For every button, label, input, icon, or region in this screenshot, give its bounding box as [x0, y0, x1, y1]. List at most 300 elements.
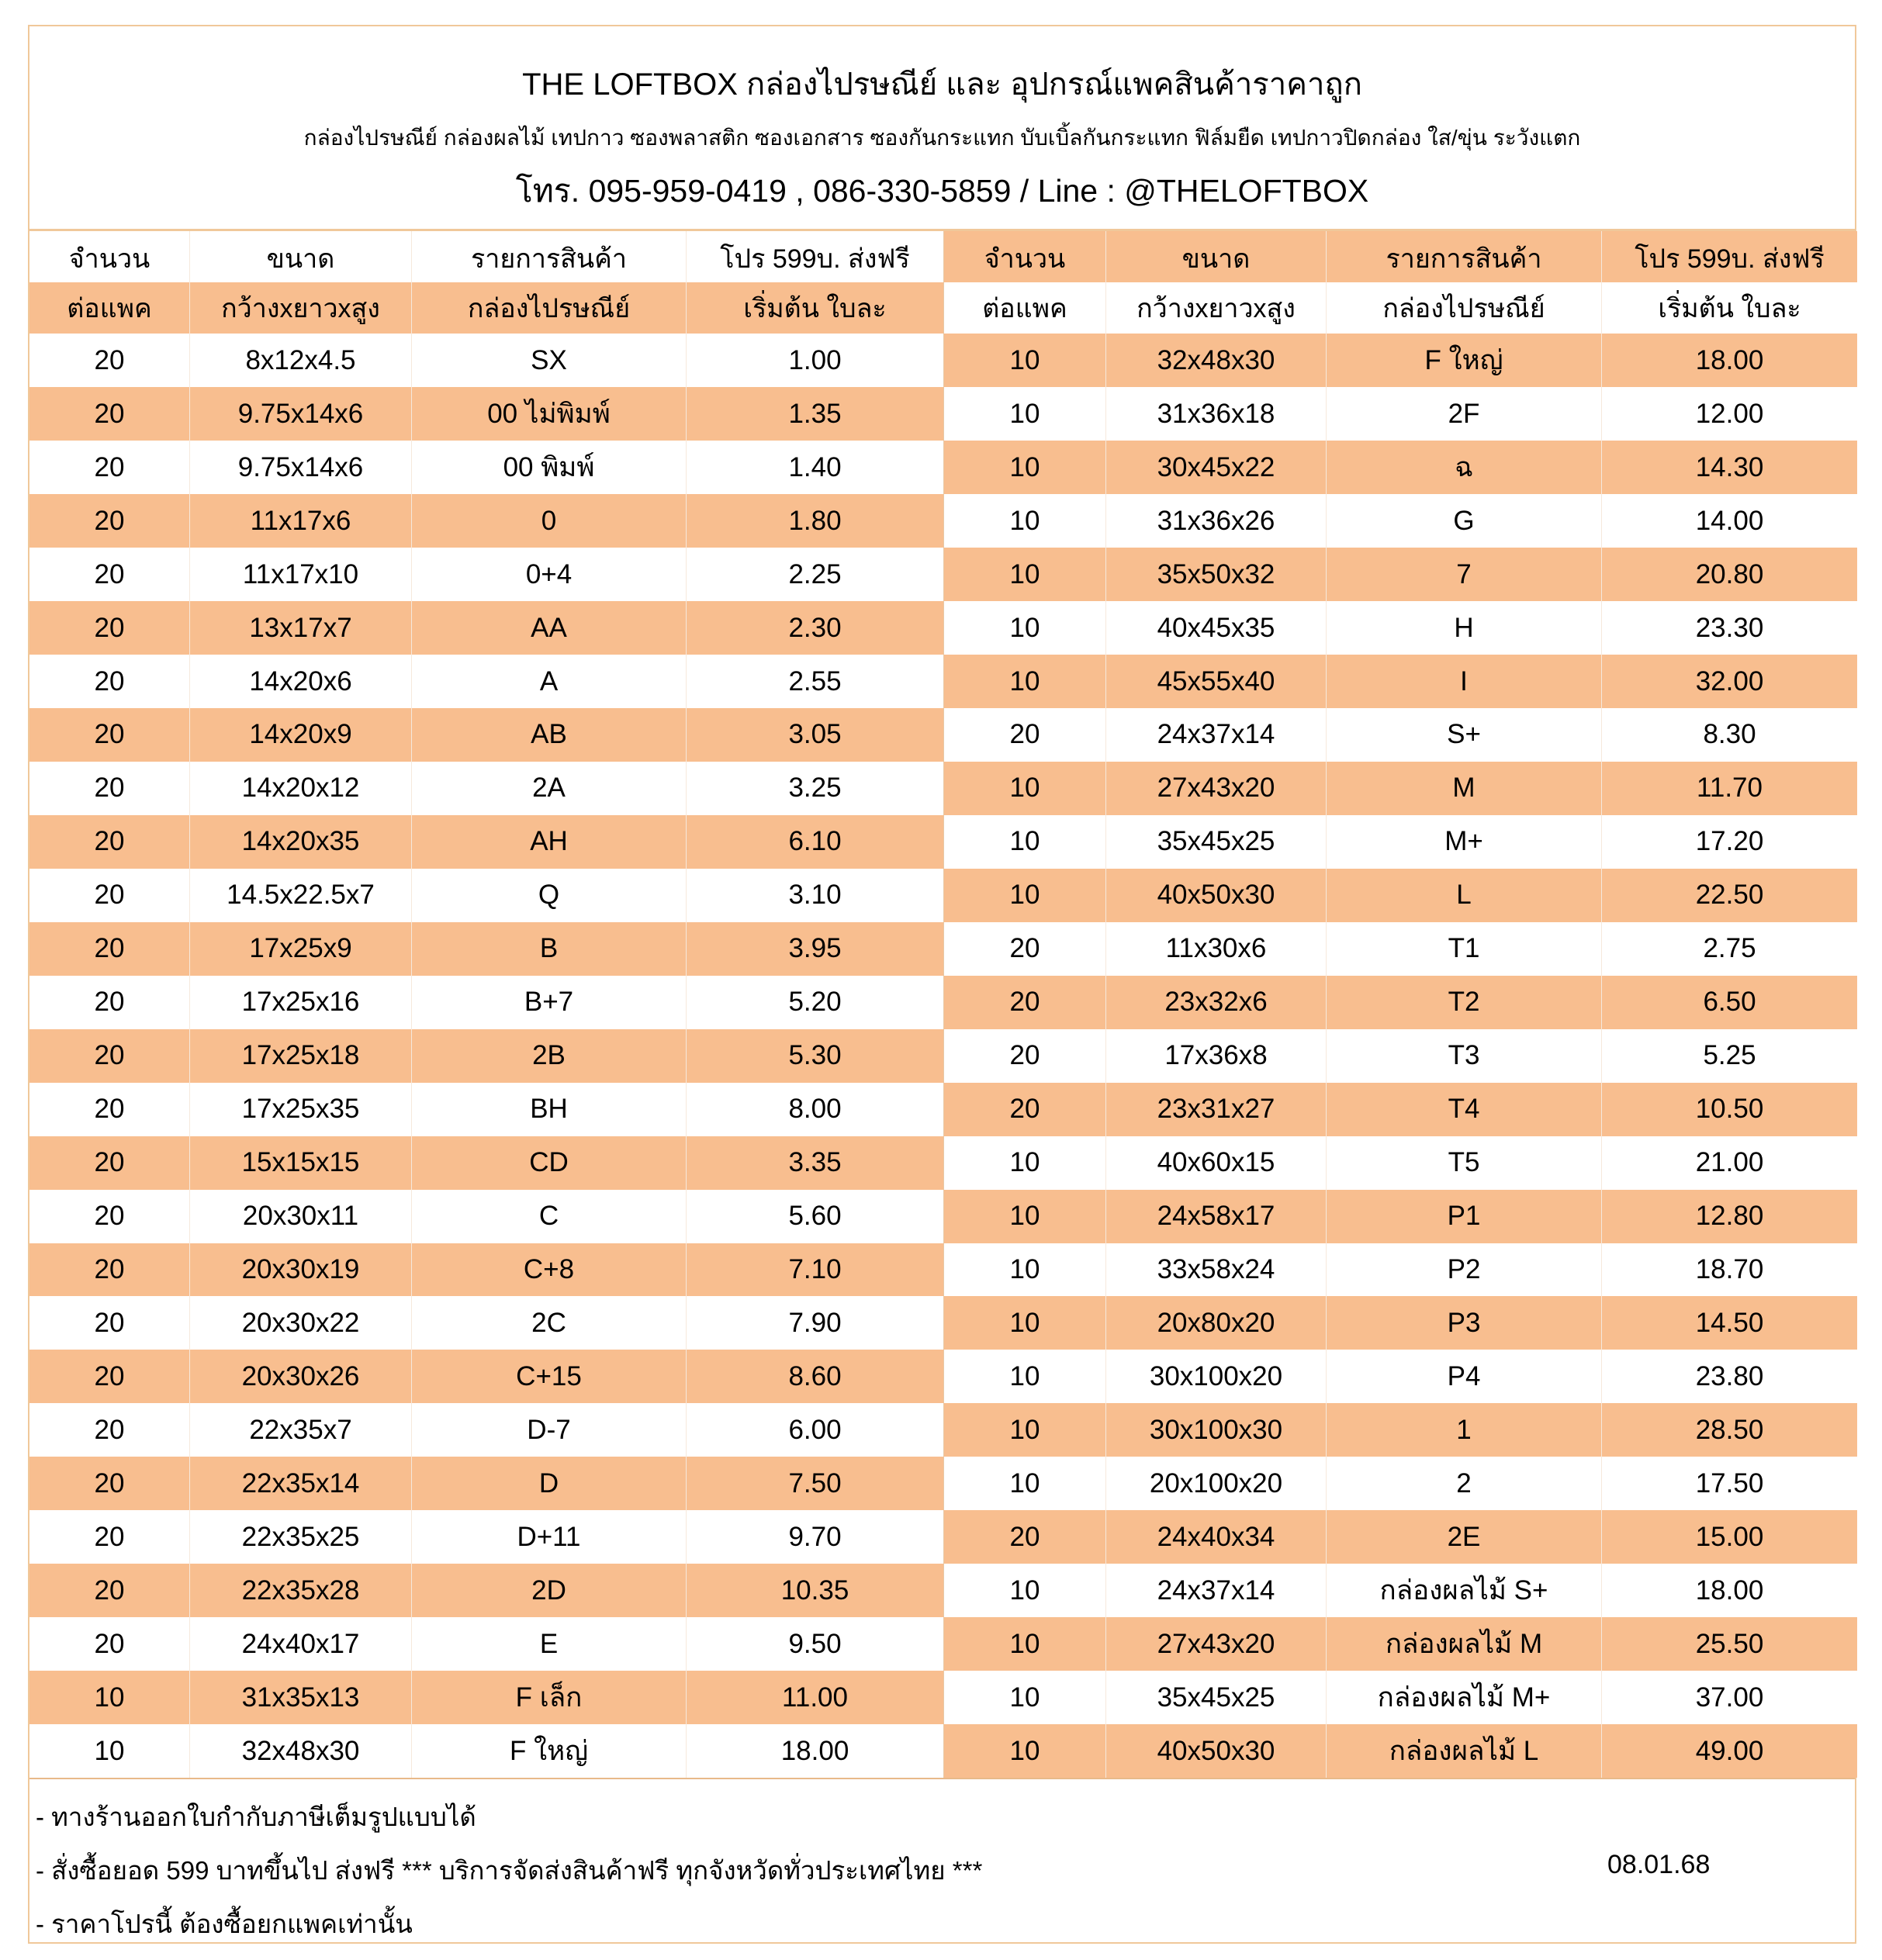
box-code: AH	[412, 815, 687, 869]
pack-qty: 10	[944, 1617, 1106, 1671]
unit-price: 25.50	[1695, 1628, 1764, 1659]
box-code: T3	[1327, 1029, 1602, 1083]
box-code: G	[1327, 494, 1602, 548]
unit-price: 3.05	[788, 719, 842, 750]
pack-qty: 20	[29, 441, 190, 494]
table-row	[944, 387, 1857, 441]
box-size: 23x32x6	[1106, 976, 1327, 1029]
box-code: กล่องผลไม้ M	[1327, 1617, 1602, 1671]
unit-price: 8.60	[788, 1360, 842, 1391]
unit-price: 6.00	[788, 1414, 842, 1445]
box-size: 35x45x25	[1106, 1671, 1327, 1724]
box-code: M	[1327, 762, 1602, 815]
unit-price: 37.00	[1695, 1682, 1764, 1713]
table-row	[29, 1564, 943, 1617]
box-size: 24x37x14	[1106, 708, 1327, 762]
box-size: 24x58x17	[1106, 1190, 1327, 1243]
box-size: 17x25x35	[190, 1083, 412, 1136]
table-row	[944, 1190, 1857, 1243]
unit-price: 9.70	[788, 1521, 842, 1552]
table-row	[944, 1671, 1857, 1724]
table-row	[29, 548, 943, 601]
box-size: 24x40x17	[190, 1617, 412, 1671]
pack-qty: 20	[29, 1136, 190, 1190]
box-size: 27x43x20	[1106, 762, 1327, 815]
pack-qty: 20	[29, 1403, 190, 1457]
pack-qty: 20	[29, 601, 190, 655]
box-code: T1	[1327, 922, 1602, 976]
unit-price: 5.30	[788, 1040, 842, 1071]
pack-qty: 20	[29, 1083, 190, 1136]
unit-price: 23.30	[1695, 612, 1764, 643]
box-size: 9.75x14x6	[190, 441, 412, 494]
unit-price: 11.00	[782, 1682, 848, 1713]
table-row	[29, 1029, 943, 1083]
table-row	[29, 1083, 943, 1136]
table-row	[29, 1243, 943, 1297]
column-subheader-qty: ต่อแพค	[944, 282, 1106, 334]
pack-qty: 20	[29, 815, 190, 869]
box-size: 11x17x6	[190, 494, 412, 548]
table-header-row-2	[29, 282, 943, 334]
pack-qty: 10	[944, 815, 1106, 869]
box-size: 20x30x22	[190, 1296, 412, 1350]
unit-price: 32.00	[1695, 665, 1764, 697]
column-header-item: รายการสินค้า	[412, 231, 687, 282]
column-subheader-price: เริ่มต้น ใบละ	[1658, 294, 1801, 324]
table-row	[29, 922, 943, 976]
unit-price: 22.50	[1695, 880, 1764, 911]
box-size: 14x20x6	[190, 655, 412, 708]
box-code: D-7	[412, 1403, 687, 1457]
pack-qty: 20	[29, 976, 190, 1029]
box-code: T4	[1327, 1083, 1602, 1136]
box-size: 11x17x10	[190, 548, 412, 601]
box-size: 17x25x16	[190, 976, 412, 1029]
box-size: 33x58x24	[1106, 1243, 1327, 1297]
table-row	[29, 1403, 943, 1457]
box-code: P4	[1327, 1350, 1602, 1403]
unit-price: 21.00	[1695, 1147, 1764, 1178]
table-row	[944, 762, 1857, 815]
price-list-date: 08.01.68	[1607, 1850, 1711, 1879]
column-header-qty: จำนวน	[29, 231, 190, 282]
box-code: 2A	[412, 762, 687, 815]
box-code: AA	[412, 601, 687, 655]
pack-qty: 20	[29, 708, 190, 762]
pack-qty: 20	[29, 1190, 190, 1243]
table-row	[944, 1083, 1857, 1136]
box-code: B	[412, 922, 687, 976]
box-code: 2E	[1327, 1510, 1602, 1564]
column-header-qty: จำนวน	[944, 231, 1106, 282]
unit-price: 14.00	[1695, 505, 1764, 536]
pack-qty: 10	[944, 1243, 1106, 1297]
unit-price: 2.75	[1703, 933, 1756, 964]
pack-qty: 10	[944, 1724, 1106, 1778]
table-row	[29, 1617, 943, 1671]
table-header-row-1	[29, 231, 943, 282]
table-row	[944, 441, 1857, 494]
box-size: 15x15x15	[190, 1136, 412, 1190]
unit-price: 5.25	[1703, 1040, 1756, 1071]
box-code: AB	[412, 708, 687, 762]
unit-price: 3.10	[788, 880, 842, 911]
column-subheader-size: กว้างxยาวxสูง	[1106, 282, 1327, 334]
table-row	[29, 334, 943, 387]
price-sheet	[28, 25, 1856, 1944]
box-code: กล่องผลไม้ S+	[1327, 1564, 1602, 1617]
table-row	[944, 1403, 1857, 1457]
box-size: 27x43x20	[1106, 1617, 1327, 1671]
box-code: P2	[1327, 1243, 1602, 1297]
unit-price: 8.00	[788, 1094, 842, 1125]
unit-price: 11.70	[1697, 773, 1763, 804]
table-row	[29, 387, 943, 441]
box-code: 0	[412, 494, 687, 548]
box-size: 32x48x30	[1106, 334, 1327, 387]
box-code: P1	[1327, 1190, 1602, 1243]
pack-qty: 10	[944, 869, 1106, 922]
table-row	[944, 1350, 1857, 1403]
unit-price: 7.10	[788, 1253, 842, 1284]
box-size: 20x30x19	[190, 1243, 412, 1297]
unit-price: 7.90	[788, 1307, 842, 1338]
unit-price: 7.50	[788, 1467, 842, 1499]
box-size: 24x40x34	[1106, 1510, 1327, 1564]
box-code: ฉ	[1327, 441, 1602, 494]
pack-qty: 20	[29, 1564, 190, 1617]
unit-price: 17.20	[1695, 826, 1764, 857]
unit-price: 15.00	[1695, 1521, 1764, 1552]
footer-note-free-shipping: - สั่งซื้อยอด 599 บาทขึ้นไป ส่งฟรี *** บริการจัดส่งสินค้าฟรี ทุกจังหวัดทั่วประเทศไทย ***	[36, 1856, 983, 1885]
box-size: 35x45x25	[1106, 815, 1327, 869]
box-size: 20x30x26	[190, 1350, 412, 1403]
box-code: กล่องผลไม้ L	[1327, 1724, 1602, 1778]
box-code: 2	[1327, 1457, 1602, 1510]
pack-qty: 10	[944, 441, 1106, 494]
unit-price: 9.50	[788, 1628, 842, 1659]
box-code: C+15	[412, 1350, 687, 1403]
box-size: 32x48x30	[190, 1724, 412, 1778]
pack-qty: 10	[944, 1564, 1106, 1617]
box-code: 7	[1327, 548, 1602, 601]
pack-qty: 20	[944, 1083, 1106, 1136]
unit-price: 18.00	[780, 1735, 849, 1766]
table-row	[944, 655, 1857, 708]
box-code: S+	[1327, 708, 1602, 762]
box-size: 30x100x20	[1106, 1350, 1327, 1403]
pack-qty: 20	[29, 1029, 190, 1083]
unit-price: 18.70	[1695, 1253, 1764, 1284]
box-code: 2B	[412, 1029, 687, 1083]
table-row	[29, 708, 943, 762]
box-size: 40x50x30	[1106, 1724, 1327, 1778]
box-size: 31x35x13	[190, 1671, 412, 1724]
unit-price: 3.35	[788, 1147, 842, 1178]
box-code: D	[412, 1457, 687, 1510]
unit-price: 18.00	[1695, 1575, 1764, 1606]
unit-price: 5.20	[788, 987, 842, 1018]
table-row	[944, 1564, 1857, 1617]
pack-qty: 10	[944, 387, 1106, 441]
left-price-table	[29, 231, 944, 1778]
unit-price: 3.95	[788, 933, 842, 964]
box-size: 30x45x22	[1106, 441, 1327, 494]
pack-qty: 10	[944, 1457, 1106, 1510]
column-subheader-price: เริ่มต้น ใบละ	[743, 294, 887, 324]
box-code: F ใหญ่	[1327, 334, 1602, 387]
table-row	[29, 601, 943, 655]
unit-price: 17.50	[1695, 1467, 1764, 1499]
box-size: 22x35x28	[190, 1564, 412, 1617]
box-code: T2	[1327, 976, 1602, 1029]
unit-price: 3.25	[788, 773, 842, 804]
pack-qty: 20	[29, 548, 190, 601]
unit-price: 10.35	[780, 1575, 849, 1606]
box-size: 22x35x7	[190, 1403, 412, 1457]
table-row	[944, 1243, 1857, 1297]
table-row	[29, 441, 943, 494]
box-size: 14x20x9	[190, 708, 412, 762]
table-row	[29, 869, 943, 922]
box-code: Q	[412, 869, 687, 922]
unit-price: 6.10	[788, 826, 842, 857]
column-subheader-qty: ต่อแพค	[29, 282, 190, 334]
table-row	[944, 1296, 1857, 1350]
pack-qty: 10	[944, 1136, 1106, 1190]
box-size: 30x100x30	[1106, 1403, 1327, 1457]
box-code: L	[1327, 869, 1602, 922]
box-size: 9.75x14x6	[190, 387, 412, 441]
table-header-row-2	[944, 282, 1857, 334]
box-code: 2D	[412, 1564, 687, 1617]
pack-qty: 20	[29, 655, 190, 708]
table-row	[944, 1724, 1857, 1778]
pack-qty: 20	[29, 334, 190, 387]
right-price-table	[944, 231, 1857, 1778]
box-size: 24x37x14	[1106, 1564, 1327, 1617]
unit-price: 1.80	[788, 505, 842, 536]
table-row	[944, 976, 1857, 1029]
pack-qty: 20	[29, 1350, 190, 1403]
pack-qty: 10	[944, 1350, 1106, 1403]
unit-price: 2.30	[788, 612, 842, 643]
unit-price: 14.30	[1695, 451, 1764, 482]
box-size: 22x35x14	[190, 1457, 412, 1510]
box-code: A	[412, 655, 687, 708]
box-size: 17x25x9	[190, 922, 412, 976]
table-row	[29, 815, 943, 869]
unit-price: 20.80	[1695, 558, 1764, 589]
table-row	[944, 334, 1857, 387]
pack-qty: 10	[944, 601, 1106, 655]
table-row	[944, 869, 1857, 922]
pack-qty: 10	[944, 334, 1106, 387]
pack-qty: 20	[29, 869, 190, 922]
column-header-size: ขนาด	[1106, 231, 1327, 282]
table-row	[944, 815, 1857, 869]
table-row	[29, 1136, 943, 1190]
table-row	[29, 1296, 943, 1350]
table-row	[29, 1724, 943, 1778]
pack-qty: 20	[29, 922, 190, 976]
table-row	[29, 1350, 943, 1403]
box-code: CD	[412, 1136, 687, 1190]
sheet-header	[29, 26, 1855, 231]
unit-price: 49.00	[1695, 1735, 1764, 1766]
pack-qty: 20	[944, 1029, 1106, 1083]
box-code: 00 พิมพ์	[412, 441, 687, 494]
footer-note-tax-invoice: - ทางร้านออกใบกำกับภาษีเต็มรูปแบบได้	[36, 1803, 476, 1831]
box-size: 40x45x35	[1106, 601, 1327, 655]
sheet-footer	[29, 1778, 1855, 1944]
pack-qty: 20	[29, 1296, 190, 1350]
table-row	[944, 1457, 1857, 1510]
pack-qty: 10	[29, 1671, 190, 1724]
pack-qty: 20	[29, 494, 190, 548]
box-code: I	[1327, 655, 1602, 708]
box-code: 2C	[412, 1296, 687, 1350]
table-row	[29, 1457, 943, 1510]
contact-info: โทร. 095-959-0419 , 086-330-5859 / Line : @THELOFTBOX	[515, 173, 1369, 209]
table-row	[29, 762, 943, 815]
box-code: B+7	[412, 976, 687, 1029]
box-size: 40x50x30	[1106, 869, 1327, 922]
pack-qty: 20	[29, 1243, 190, 1297]
table-row	[29, 1671, 943, 1724]
unit-price: 18.00	[1695, 344, 1764, 375]
box-size: 17x25x18	[190, 1029, 412, 1083]
box-size: 8x12x4.5	[190, 334, 412, 387]
box-size: 14.5x22.5x7	[190, 869, 412, 922]
unit-price: 1.40	[788, 451, 842, 482]
box-code: H	[1327, 601, 1602, 655]
pack-qty: 20	[944, 922, 1106, 976]
table-row	[29, 1510, 943, 1564]
box-size: 13x17x7	[190, 601, 412, 655]
table-header-row-1	[944, 231, 1857, 282]
box-code: M+	[1327, 815, 1602, 869]
pack-qty: 10	[944, 1190, 1106, 1243]
unit-price: 8.30	[1703, 719, 1756, 750]
box-size: 14x20x35	[190, 815, 412, 869]
price-tables	[29, 231, 1855, 1778]
table-row	[944, 548, 1857, 601]
column-subheader-size: กว้างxยาวxสูง	[190, 282, 412, 334]
table-row	[944, 1029, 1857, 1083]
box-size: 11x30x6	[1106, 922, 1327, 976]
column-header-item: รายการสินค้า	[1327, 231, 1602, 282]
pack-qty: 20	[944, 1510, 1106, 1564]
unit-price: 1.00	[788, 344, 842, 375]
pack-qty: 10	[944, 1403, 1106, 1457]
unit-price: 23.80	[1695, 1360, 1764, 1391]
pack-qty: 10	[29, 1724, 190, 1778]
box-size: 14x20x12	[190, 762, 412, 815]
box-code: F ใหญ่	[412, 1724, 687, 1778]
page-title: THE LOFTBOX กล่องไปรษณีย์ และ อุปกรณ์แพคสินค้าราคาถูก	[522, 67, 1362, 102]
pack-qty: 20	[29, 1617, 190, 1671]
pack-qty: 10	[944, 548, 1106, 601]
pack-qty: 10	[944, 1296, 1106, 1350]
box-code: T5	[1327, 1136, 1602, 1190]
table-row	[944, 1510, 1857, 1564]
table-row	[944, 1617, 1857, 1671]
box-code: 0+4	[412, 548, 687, 601]
pack-qty: 10	[944, 1671, 1106, 1724]
box-size: 22x35x25	[190, 1510, 412, 1564]
table-row	[944, 708, 1857, 762]
product-categories: กล่องไปรษณีย์ กล่องผลไม้ เทปกาว ซองพลาสติก ซองเอกสาร ซองกันกระแทก บับเบิ้ลกันกระแทก ฟิล์มยืด เทปกาวปิดกล่อง ใส/ขุ่น ระวังแตก	[303, 126, 1581, 150]
box-size: 31x36x26	[1106, 494, 1327, 548]
pack-qty: 20	[29, 1457, 190, 1510]
box-size: 20x100x20	[1106, 1457, 1327, 1510]
pack-qty: 20	[29, 762, 190, 815]
column-subheader-item: กล่องไปรษณีย์	[412, 282, 687, 334]
table-row	[29, 655, 943, 708]
box-size: 20x80x20	[1106, 1296, 1327, 1350]
unit-price: 6.50	[1703, 987, 1756, 1018]
pack-qty: 20	[944, 708, 1106, 762]
box-code: C	[412, 1190, 687, 1243]
box-size: 23x31x27	[1106, 1083, 1327, 1136]
box-code: กล่องผลไม้ M+	[1327, 1671, 1602, 1724]
box-code: 2F	[1327, 387, 1602, 441]
table-row	[944, 1136, 1857, 1190]
unit-price: 1.35	[788, 398, 842, 429]
column-header-price: โปร 599บ. ส่งฟรี	[720, 244, 910, 275]
pack-qty: 20	[29, 1510, 190, 1564]
box-size: 20x30x11	[190, 1190, 412, 1243]
pack-qty: 20	[29, 387, 190, 441]
table-row	[944, 494, 1857, 548]
table-row	[944, 922, 1857, 976]
pack-qty: 10	[944, 494, 1106, 548]
unit-price: 2.25	[788, 558, 842, 589]
box-code: 1	[1327, 1403, 1602, 1457]
box-size: 35x50x32	[1106, 548, 1327, 601]
pack-qty: 10	[944, 762, 1106, 815]
box-code: BH	[412, 1083, 687, 1136]
footer-note-pack-only: - ราคาโปรนี้ ต้องซื้อยกแพคเท่านั้น	[36, 1910, 413, 1938]
box-code: F เล็ก	[412, 1671, 687, 1724]
box-code: E	[412, 1617, 687, 1671]
unit-price: 28.50	[1695, 1414, 1764, 1445]
unit-price: 12.80	[1695, 1201, 1764, 1232]
box-size: 45x55x40	[1106, 655, 1327, 708]
table-row	[29, 976, 943, 1029]
unit-price: 2.55	[788, 665, 842, 697]
box-size: 17x36x8	[1106, 1029, 1327, 1083]
unit-price: 14.50	[1695, 1307, 1764, 1338]
table-row	[944, 601, 1857, 655]
box-code: D+11	[412, 1510, 687, 1564]
box-size: 31x36x18	[1106, 387, 1327, 441]
pack-qty: 20	[944, 976, 1106, 1029]
unit-price: 12.00	[1695, 398, 1764, 429]
column-subheader-item: กล่องไปรษณีย์	[1327, 282, 1602, 334]
box-code: 00 ไม่พิมพ์	[412, 387, 687, 441]
unit-price: 5.60	[788, 1201, 842, 1232]
box-size: 40x60x15	[1106, 1136, 1327, 1190]
pack-qty: 10	[944, 655, 1106, 708]
box-code: SX	[412, 334, 687, 387]
table-row	[29, 1190, 943, 1243]
box-code: P3	[1327, 1296, 1602, 1350]
column-header-price: โปร 599บ. ส่งฟรี	[1635, 244, 1825, 275]
unit-price: 10.50	[1695, 1094, 1764, 1125]
